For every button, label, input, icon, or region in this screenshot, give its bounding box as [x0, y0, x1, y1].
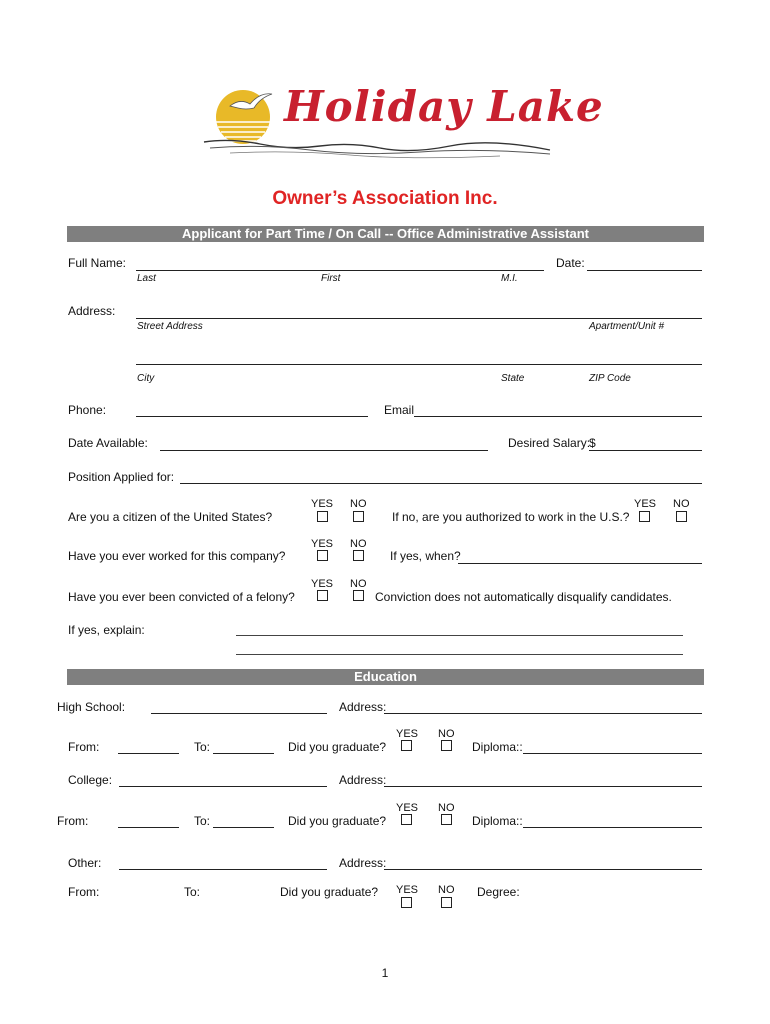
form-banner: Applicant for Part Time / On Call -- Office Administrative Assistant	[67, 226, 704, 242]
page-number: 1	[381, 966, 389, 980]
street-address-field[interactable]	[136, 318, 702, 319]
position-field[interactable]	[180, 483, 702, 484]
high-school-label: High School:	[57, 700, 126, 714]
address-label: Address:	[68, 304, 116, 318]
authorized-no-label: NO	[673, 498, 690, 510]
high-school-address-field[interactable]	[384, 713, 702, 714]
full-name-field[interactable]	[136, 270, 544, 271]
education-heading: Education	[67, 669, 704, 685]
hs-graduate-no-checkbox[interactable]	[441, 740, 452, 751]
authorized-no-checkbox[interactable]	[676, 511, 687, 522]
explain-label: If yes, explain:	[68, 623, 145, 637]
other-field[interactable]	[119, 869, 327, 870]
water-waves-icon	[200, 136, 560, 162]
email-label: Email	[384, 403, 415, 417]
worked-yes-checkbox[interactable]	[317, 550, 328, 561]
citizen-yes-checkbox[interactable]	[317, 511, 328, 522]
apt-caption: Apartment/Unit #	[589, 321, 665, 332]
other-to-label: To:	[184, 885, 201, 899]
mi-caption: M.I.	[501, 273, 518, 284]
other-degree-label: Degree:	[477, 885, 520, 899]
other-yes-label: YES	[396, 884, 419, 896]
other-from-label: From:	[68, 885, 100, 899]
full-name-label: Full Name:	[68, 256, 127, 270]
logo	[200, 78, 604, 162]
other-label: Other:	[68, 856, 102, 870]
hs-graduate-question: Did you graduate?	[288, 740, 387, 754]
desired-salary-label: Desired Salary:	[508, 436, 591, 450]
college-address-field[interactable]	[384, 786, 702, 787]
college-to-label: To:	[194, 814, 211, 828]
college-no-label: NO	[438, 802, 455, 814]
hs-diploma-label: Diploma::	[472, 740, 523, 754]
explain-field-line-1[interactable]	[236, 635, 683, 636]
worked-no-label: NO	[350, 538, 367, 550]
date-field[interactable]	[587, 270, 702, 271]
felony-yes-label: YES	[311, 578, 334, 590]
felony-no-label: NO	[350, 578, 367, 590]
if-yes-when-label: If yes, when?	[390, 549, 461, 563]
citizen-yes-label: YES	[311, 498, 334, 510]
state-caption: State	[501, 373, 525, 384]
phone-label: Phone:	[68, 403, 107, 417]
first-caption: First	[321, 273, 341, 284]
other-address-label: Address:	[339, 856, 387, 870]
felony-yes-checkbox[interactable]	[317, 590, 328, 601]
authorized-yes-label: YES	[634, 498, 657, 510]
college-label: College:	[68, 773, 113, 787]
felony-question: Have you ever been convicted of a felony?	[68, 590, 295, 604]
other-graduate-yes-checkbox[interactable]	[401, 897, 412, 908]
college-diploma-label: Diploma::	[472, 814, 523, 828]
college-address-label: Address:	[339, 773, 387, 787]
date-available-field[interactable]	[160, 450, 488, 451]
email-field[interactable]	[414, 416, 702, 417]
date-label: Date:	[556, 256, 585, 270]
hs-diploma-field[interactable]	[523, 753, 702, 754]
explain-field-line-2[interactable]	[236, 654, 683, 655]
high-school-address-label: Address:	[339, 700, 387, 714]
college-field[interactable]	[119, 786, 327, 787]
city-state-zip-field[interactable]	[136, 364, 702, 365]
citizen-question: Are you a citizen of the United States?	[68, 510, 273, 524]
salary-symbol: $	[589, 436, 596, 450]
hs-from-label: From:	[68, 740, 100, 754]
if-yes-when-field[interactable]	[458, 563, 702, 564]
worked-yes-label: YES	[311, 538, 334, 550]
college-graduate-no-checkbox[interactable]	[441, 814, 452, 825]
desired-salary-field[interactable]	[589, 450, 702, 451]
other-no-label: NO	[438, 884, 455, 896]
hs-to-field[interactable]	[213, 753, 274, 754]
hs-from-field[interactable]	[118, 753, 179, 754]
hs-graduate-yes-checkbox[interactable]	[401, 740, 412, 751]
phone-field[interactable]	[136, 416, 368, 417]
hs-to-label: To:	[194, 740, 211, 754]
other-address-field[interactable]	[384, 869, 702, 870]
college-yes-label: YES	[396, 802, 419, 814]
other-graduate-question: Did you graduate?	[280, 885, 379, 899]
zip-caption: ZIP Code	[589, 373, 631, 384]
citizen-no-checkbox[interactable]	[353, 511, 364, 522]
hs-no-label: NO	[438, 728, 455, 740]
position-label: Position Applied for:	[68, 470, 175, 484]
last-caption: Last	[137, 273, 156, 284]
authorized-question: If no, are you authorized to work in the U.S.?	[392, 510, 630, 524]
authorized-yes-checkbox[interactable]	[639, 511, 650, 522]
brand-name: Holiday Lake	[284, 82, 604, 131]
felony-no-checkbox[interactable]	[353, 590, 364, 601]
other-graduate-no-checkbox[interactable]	[441, 897, 452, 908]
college-to-field[interactable]	[213, 827, 274, 828]
college-diploma-field[interactable]	[523, 827, 702, 828]
city-caption: City	[137, 373, 155, 384]
worked-no-checkbox[interactable]	[353, 550, 364, 561]
worked-question: Have you ever worked for this company?	[68, 549, 286, 563]
high-school-field[interactable]	[151, 713, 327, 714]
citizen-no-label: NO	[350, 498, 367, 510]
org-title: Owner’s Association Inc.	[272, 188, 498, 209]
street-caption: Street Address	[137, 321, 203, 332]
hs-yes-label: YES	[396, 728, 419, 740]
date-available-label: Date Available:	[68, 436, 148, 450]
college-graduate-yes-checkbox[interactable]	[401, 814, 412, 825]
conviction-note: Conviction does not automatically disqualify candidates.	[375, 590, 672, 604]
college-graduate-question: Did you graduate?	[288, 814, 387, 828]
college-from-field[interactable]	[118, 827, 179, 828]
college-from-label: From:	[57, 814, 89, 828]
